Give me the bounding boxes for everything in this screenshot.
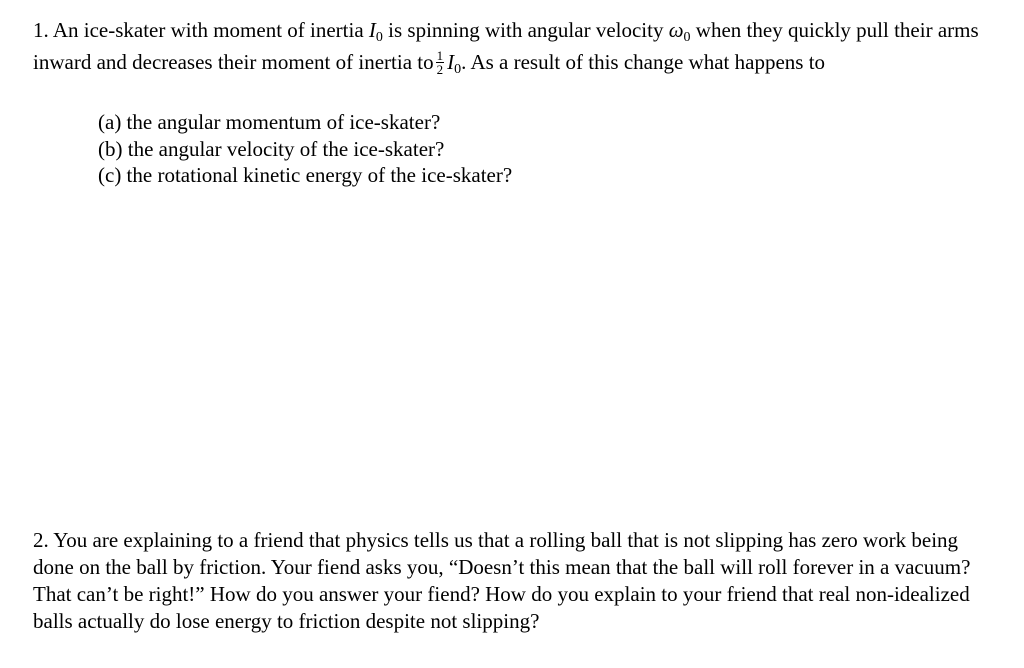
- question-1-text-c: when they quickly pull their arms inward and decreases their moment of inertia to: [33, 18, 979, 74]
- fraction-denominator: 2: [436, 61, 444, 77]
- subpart-a: (a) the angular momentum of ice-skater?: [98, 110, 441, 134]
- question-1-subparts: [98, 109, 512, 189]
- final-moment-of-inertia-symbol: $I_0$: [447, 50, 462, 77]
- subpart-b: (b) the angular velocity of the ice-skater?: [98, 136, 445, 161]
- one-half-fraction: [436, 49, 445, 76]
- question-2-text: You are explaining to a friend that physics tells us that a rolling ball that is not slipping has zero work being done on the ball by friction. Your fiend asks you, “Doesn’t this mean that the ball will roll forever in a vacuum? That can’t be right!” How do you answer your fiend? How do you explain to your friend that real non-idealized balls actually do lose energy to friction despite not slipping?: [33, 528, 971, 633]
- question-2: [33, 527, 993, 635]
- question-1-text-b: is spinning with angular velocity: [388, 18, 664, 42]
- fraction-numerator: 1: [436, 47, 444, 63]
- moment-of-inertia-symbol: $I_0$: [368, 18, 383, 45]
- question-1-text-a: An ice-skater with moment of inertia: [52, 18, 364, 42]
- angular-velocity-symbol: $\omega_0$: [668, 18, 691, 45]
- subpart-c: (c) the rotational kinetic energy of the ice-skater?: [98, 163, 513, 187]
- question-1: [33, 14, 993, 78]
- question-1-text-d: . As a result of this change what happens to: [461, 50, 826, 74]
- question-1-number: 1.: [33, 18, 49, 42]
- question-2-number: 2.: [33, 528, 49, 552]
